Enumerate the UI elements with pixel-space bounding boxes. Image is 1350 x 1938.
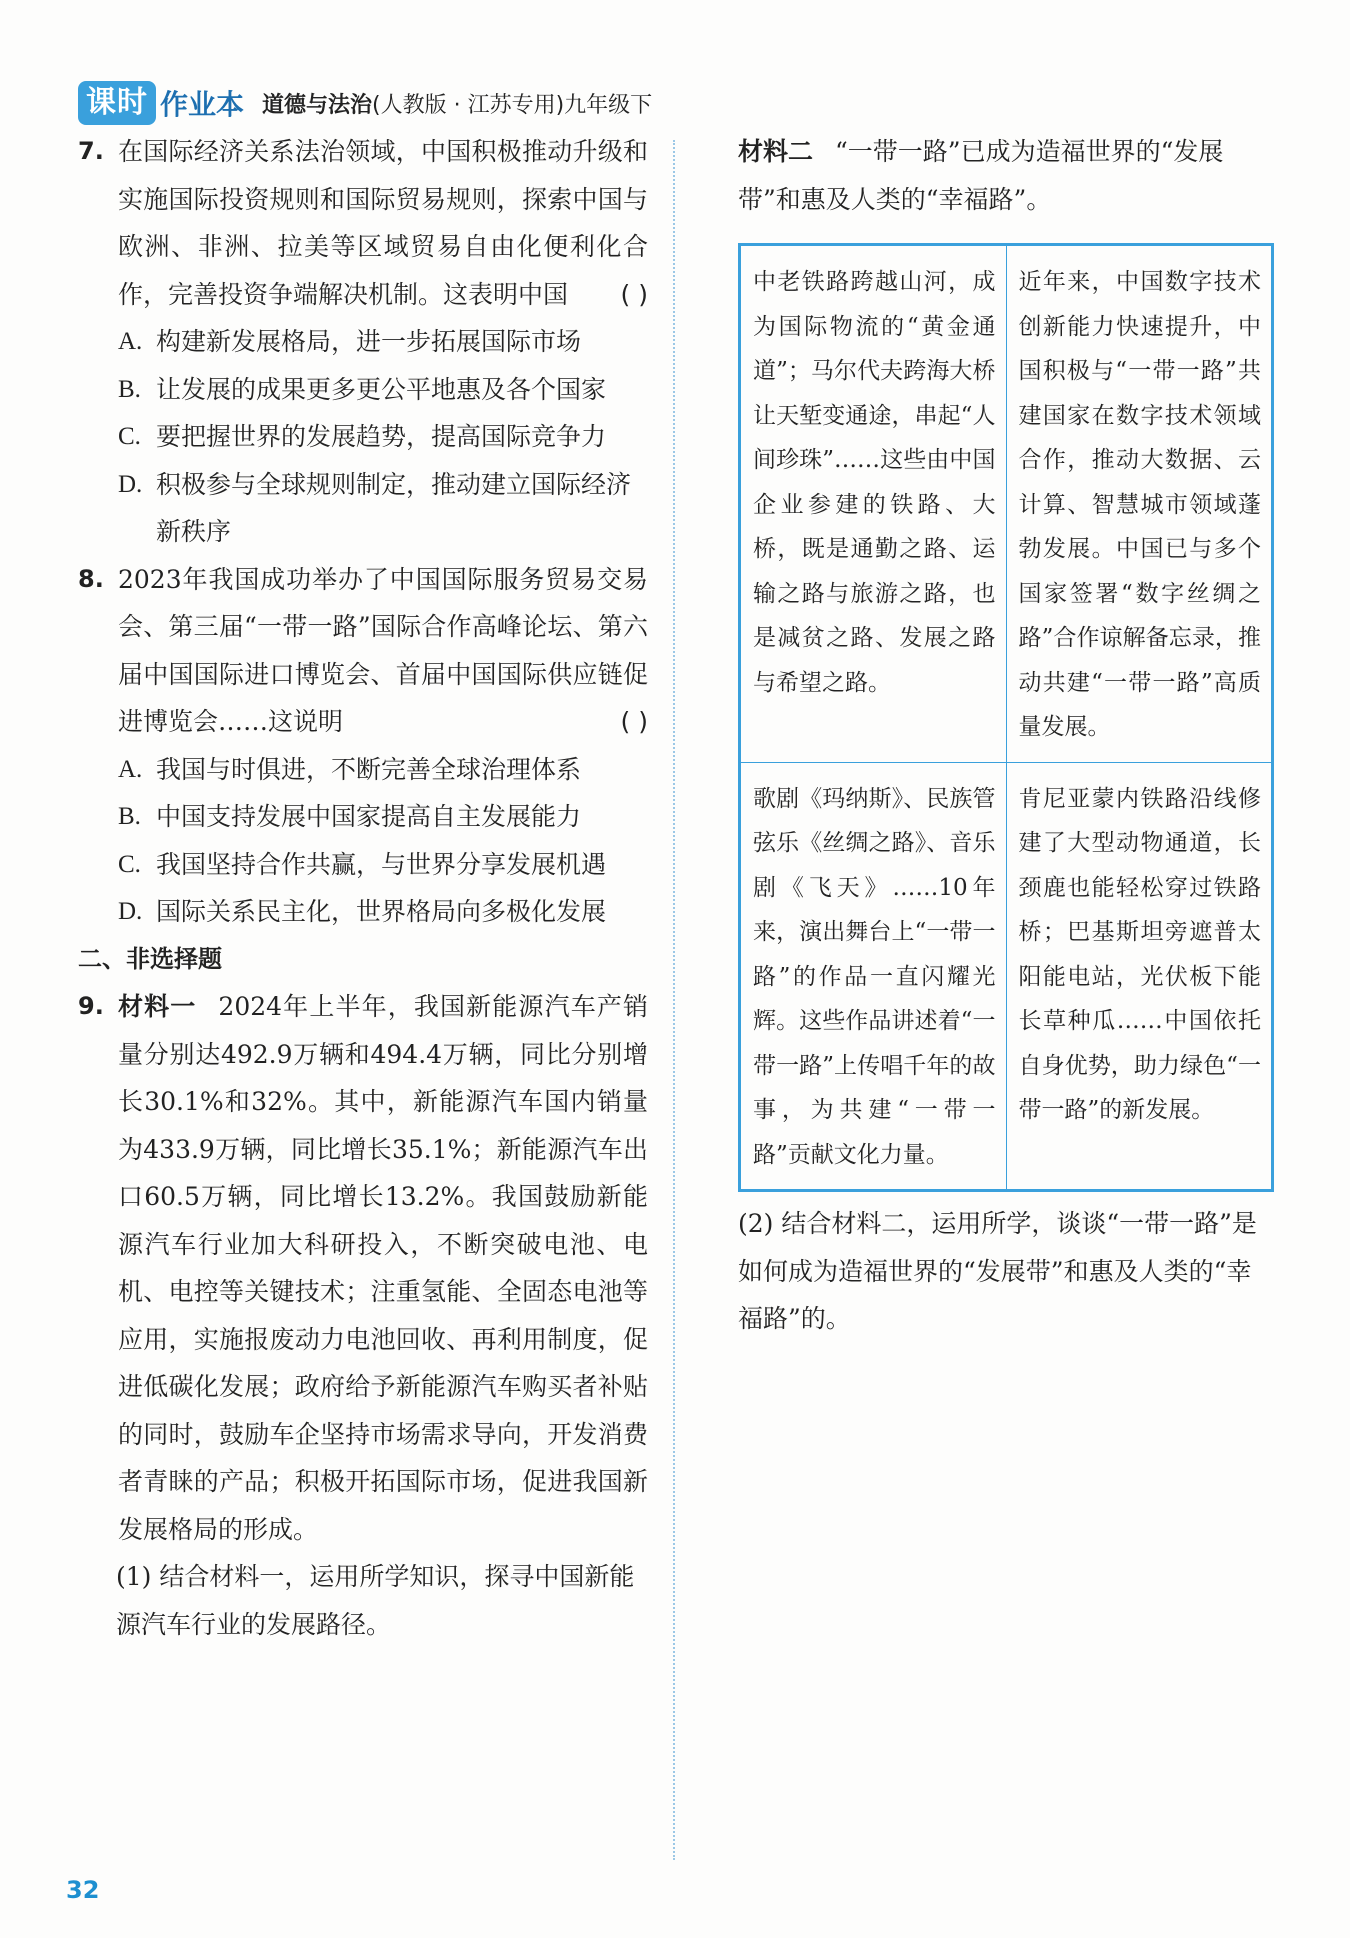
question-number: 8. (78, 564, 104, 593)
question-7 (78, 128, 648, 556)
option-text: 构建新发展格局，进一步拓展国际市场 (156, 327, 582, 356)
option-text: 国际关系民主化，世界格局向多极化发展 (156, 897, 607, 926)
material-text: 2024年上半年，我国新能源汽车产销量分别达492.9万辆和494.4万辆，同比分别增长30.1%和32%。其中，新能源汽车国内销量为433.9万辆，同比增长35.1%；新能源汽车出口60.5万辆，同比增长13.2%。我国鼓励新能源汽车行业加大科研投入，不断突破电池、电机、电控等关键技术；注重氢能、全固态电池等应用，实施报废动力电池回收、再利用制度，促进低碳化发展；政府给予新能源汽车购买者补贴的同时，鼓励车企坚持市场需求导向，开发消费者青睐的产品；积极开拓国际市场，促进我国新发展格局的形成。 (118, 992, 648, 1544)
material-one (78, 983, 648, 1553)
column-divider (673, 140, 675, 1860)
option-letter: D. (118, 898, 143, 925)
question-number: 9. (78, 992, 104, 1020)
option-text: 让发展的成果更多更公平地惠及各个国家 (156, 374, 607, 404)
option-c[interactable] (78, 841, 648, 889)
option-d[interactable] (78, 461, 648, 556)
material-label: 材料一 (118, 992, 197, 1021)
question-8 (78, 556, 648, 936)
edition-info: (人教版 · 江苏专用)九年级下 (372, 92, 653, 118)
option-text: 中国支持发展中国家提高自主发展能力 (156, 802, 582, 831)
option-a[interactable] (78, 318, 648, 366)
material-two (738, 128, 1276, 223)
question-stem (78, 128, 648, 318)
question-number: 7. (78, 137, 104, 165)
table-cell: 肯尼亚蒙内铁路沿线修建了大型动物通道，长颈鹿也能轻松穿过铁路桥；巴基斯坦旁遮普太阳能电站，光伏板下能长草种瓜……中国依托自身优势，助力绿色“一带一路”的新发展。 (1006, 762, 1273, 1191)
option-text: 积极参与全球规则制定，推动建立国际经济新秩序 (156, 469, 632, 546)
page-header (78, 80, 652, 126)
table-cell: 歌剧《玛纳斯》、民族管弦乐《丝绸之路》、音乐剧《飞天》……10年来，演出舞台上“一带一路”的作品一直闪耀光辉。这些作品讲述着“一带一路”上传唱千年的故事，为共建“一带一路”贡献文化力量。 (740, 762, 1007, 1191)
option-letter: C. (118, 850, 141, 878)
option-d[interactable] (78, 888, 648, 936)
option-letter: B. (118, 375, 141, 403)
option-letter: A. (118, 328, 143, 355)
section-title: 二、非选择题 (78, 944, 222, 973)
answer-bracket[interactable]: ( ) (620, 279, 648, 309)
option-letter: B. (118, 803, 141, 830)
material-label: 材料二 (738, 137, 814, 166)
logo-sub: 作业本 (160, 88, 245, 121)
question-9 (78, 983, 648, 1648)
option-text: 要把握世界的发展趋势，提高国际竞争力 (156, 422, 607, 451)
table-cell: 中老铁路跨越山河，成为国际物流的“黄金通道”；马尔代夫跨海大桥让天堑变通途，串起“人间珍珠”……这些由中国企业参建的铁路、大桥，既是通勤之路、运输之路与旅游之路，也是减贫之路、发展之路与希望之路。 (740, 245, 1007, 763)
material-text: “一带一路”已成为造福世界的“发展带”和惠及人类的“幸福路”。 (738, 137, 1224, 214)
option-letter: C. (118, 423, 141, 450)
option-c[interactable] (78, 413, 648, 461)
table-cell: 近年来，中国数字技术创新能力快速提升，中国积极与“一带一路”共建国家在数字技术领域合作，推动大数据、云计算、智慧城市领域蓬勃发展。中国已与多个国家签署“数字丝绸之路”合作谅解备忘录，推动共建“一带一路”高质量发展。 (1006, 245, 1273, 763)
question-stem (78, 556, 648, 746)
material-table (738, 243, 1274, 1192)
option-letter: D. (118, 470, 143, 498)
option-b[interactable] (78, 793, 648, 841)
subject-name: 道德与法治 (262, 92, 373, 118)
logo-main: 课时 (78, 81, 156, 125)
right-column (738, 128, 1276, 1343)
table-row (740, 245, 1273, 763)
question-text: 2023年我国成功举办了中国国际服务贸易交易会、第三届“一带一路”国际合作高峰论坛、第六届中国国际进口博览会、首届中国国际供应链促进博览会……这说明 (118, 564, 648, 736)
answer-bracket[interactable]: ( ) (620, 707, 648, 736)
left-column (78, 128, 648, 1648)
sub-question-2: (2) 结合材料二，运用所学，谈谈“一带一路”是如何成为造福世界的“发展带”和惠及人类的“幸福路”的。 (738, 1209, 1257, 1333)
series-logo (78, 80, 244, 126)
sub-question-1: (1) 结合材料一，运用所学知识，探寻中国新能源汽车行业的发展路径。 (116, 1562, 635, 1639)
table-row (740, 762, 1273, 1191)
option-letter: A. (118, 755, 143, 783)
page-number: 32 (66, 1876, 100, 1904)
question-text: 在国际经济关系法治领域，中国积极推动升级和实施国际投资规则和国际贸易规则，探索中国与欧洲、非洲、拉美等区域贸易自由化便利化合作，完善投资争端解决机制。这表明中国 (118, 137, 648, 309)
option-b[interactable] (78, 366, 648, 414)
option-text: 我国坚持合作共赢，与世界分享发展机遇 (156, 849, 607, 879)
option-text: 我国与时俱进，不断完善全球治理体系 (156, 754, 582, 784)
book-title (262, 88, 652, 119)
option-a[interactable] (78, 746, 648, 794)
